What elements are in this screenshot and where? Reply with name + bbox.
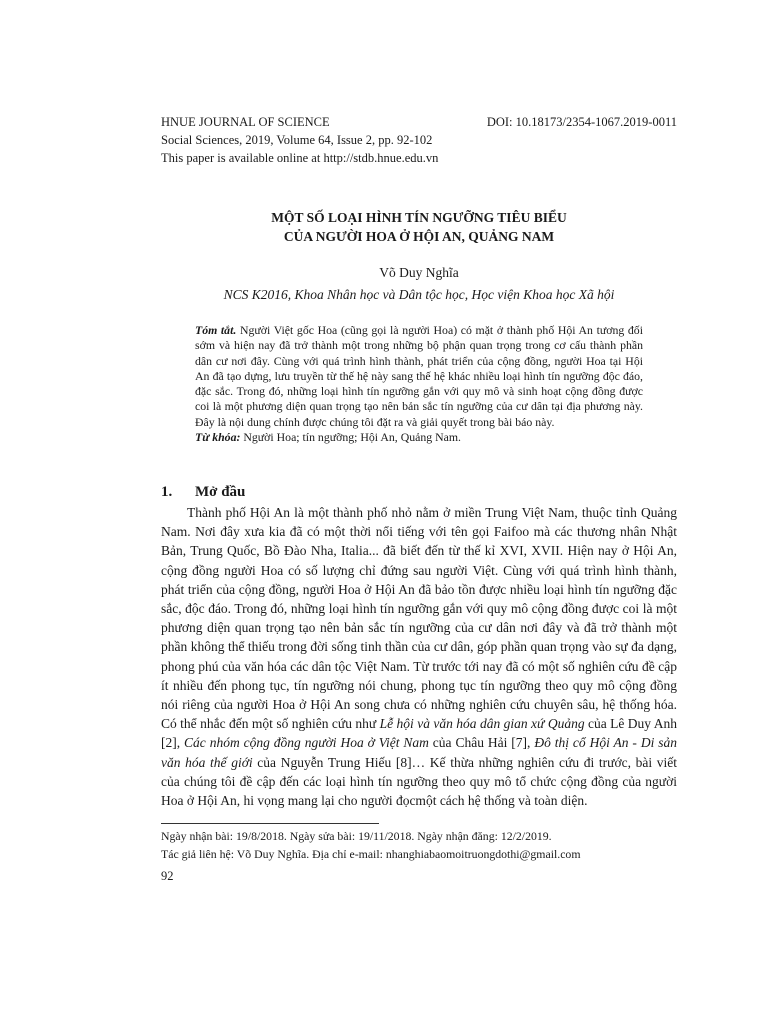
- section-number: 1.: [161, 484, 173, 500]
- cited-work-1: Lễ hội và văn hóa dân gian xứ Quảng: [379, 716, 585, 732]
- author-affiliation: NCS K2016, Khoa Nhân học và Dân tộc học, Học viện Khoa học Xã hội: [223, 287, 615, 302]
- abstract: [195, 323, 643, 445]
- cited-work-3: Đô thị cổ Hội An - Di sản văn hóa thế giới: [161, 735, 677, 770]
- availability-note: This paper is available online at http://stdb.hnue.edu.vn: [161, 151, 439, 165]
- body-paragraph: [161, 503, 677, 810]
- paper-title: [161, 208, 677, 246]
- journal-header: [161, 113, 677, 167]
- keywords-label: Từ khóa:: [195, 430, 241, 445]
- abstract-text: Người Việt gốc Hoa (cũng gọi là người Hoa) có mặt ở thành phố Hội An tương đối sớm và hiện nay đã trở thành một trong những bộ phận quan trọng trong cơ cấu thành phần dân cư nơi đây. Cùng với quá trình hình thành, phát triển của cộng đồng, người Hoa tại Hội An đã tạo dựng, lưu truyền từ thế hệ này sang thế hệ khác nhiều loại hình tín ngưỡng độc đáo, đặc sắc. Trong đó, những loại hình tín ngưỡng gắn với quy mô và sinh hoạt cộng đồng được coi là một phương diện quan trọng tạo nên bản sắc tín ngưỡng của cư dân tại địa phương này. Đây là nội dung chính được chúng tôi đặt ra và giải quyết trong bài báo này.: [195, 323, 643, 429]
- cited-work-2: Các nhóm cộng đồng người Hoa ở Việt Nam: [184, 735, 429, 751]
- section-title: Mở đầu: [195, 484, 246, 500]
- footnote-contact: Tác giả liên hệ: Võ Duy Nghĩa. Địa chỉ e-mail: nhanghiabaomoitruongdothi@gmail.com: [161, 846, 581, 861]
- journal-name: HNUE JOURNAL OF SCIENCE: [161, 115, 330, 129]
- abstract-body: [195, 323, 643, 430]
- author-name: Võ Duy Nghĩa: [379, 265, 459, 280]
- volume-info: Social Sciences, 2019, Volume 64, Issue 2, pp. 92-102: [161, 133, 433, 147]
- body-text-1: Thành phố Hội An là một thành phố nhỏ nằm ở miền Trung Việt Nam, thuộc tỉnh Quảng Nam. Nơi đây xưa kia đã có một thời nổi tiếng với tên gọi Faifoo mà các thương nhân Nhật Bản, Trung Quốc, Bồ Đào Nha, Italia... đã biết đến từ thế kỉ XVI, XVII. Hiện nay ở Hội An, cộng đồng người Hoa có số lượng chỉ đứng sau người Việt. Cùng với quá trình hình thành, phát triển của cộng đồng, người Hoa ở Hội An đã bảo tồn được nhiều loại hình tín ngưỡng đặc sắc, độc đáo. Trong đó, những loại hình tín ngưỡng gắn với quy mô cộng đồng được coi là một phương diện quan trọng tạo nên bản sắc tín ngưỡng của cư dân nơi đây và đã trở thành một phần không thể thiếu trong đời sống tinh thần của cư dân, góp phần quan trọng vào sự đa dạng, phong phú của văn hóa các dân tộc Việt Nam. Từ trước tới nay đã có một số nghiên cứu đề cập ít nhiều đến phong tục, tín ngưỡng nói chung, phong tục tín ngưỡng theo quy mô cộng đồng nói riêng của người Hoa ở Hội An song chưa có những nghiên cứu chuyên sâu, hệ thống hóa. Có thể nhắc đến một số nghiên cứu như: [161, 505, 677, 732]
- keywords-text: Người Hoa; tín ngưỡng; Hội An, Quảng Nam.: [243, 430, 461, 445]
- footnote-dates: Ngày nhận bài: 19/8/2018. Ngày sửa bài: 19/11/2018. Ngày nhận đăng: 12/2/2019.: [161, 829, 552, 843]
- abstract-label: Tóm tắt.: [195, 323, 237, 337]
- title-line-2: CỦA NGƯỜI HOA Ở HỘI AN, QUẢNG NAM: [283, 229, 555, 244]
- footnotes: [161, 828, 677, 863]
- doi: DOI: 10.18173/2354-1067.2019-0011: [486, 115, 677, 129]
- body-text-4: của Nguyễn Trung Hiếu [8]… Kế thừa những nghiên cứu đi trước, bài viết của chúng tôi đề cập đến các loại hình tín ngưỡng theo quy mô tổ chức cộng đồng của người Hoa ở Hội An, hi vọng mang lại cho người đọcmột cách hệ thống và toàn diện.: [161, 754, 677, 809]
- section-heading: [161, 482, 677, 502]
- title-line-1: MỘT SỐ LOẠI HÌNH TÍN NGƯỠNG TIÊU BIỂU: [271, 210, 567, 225]
- keywords: [195, 430, 643, 445]
- body-text-3: của Châu Hải [7],: [428, 735, 535, 751]
- page-number: 92: [161, 869, 174, 883]
- body-text-2: của Lê Duy Anh [2],: [161, 716, 677, 751]
- footnote-divider: [161, 823, 379, 824]
